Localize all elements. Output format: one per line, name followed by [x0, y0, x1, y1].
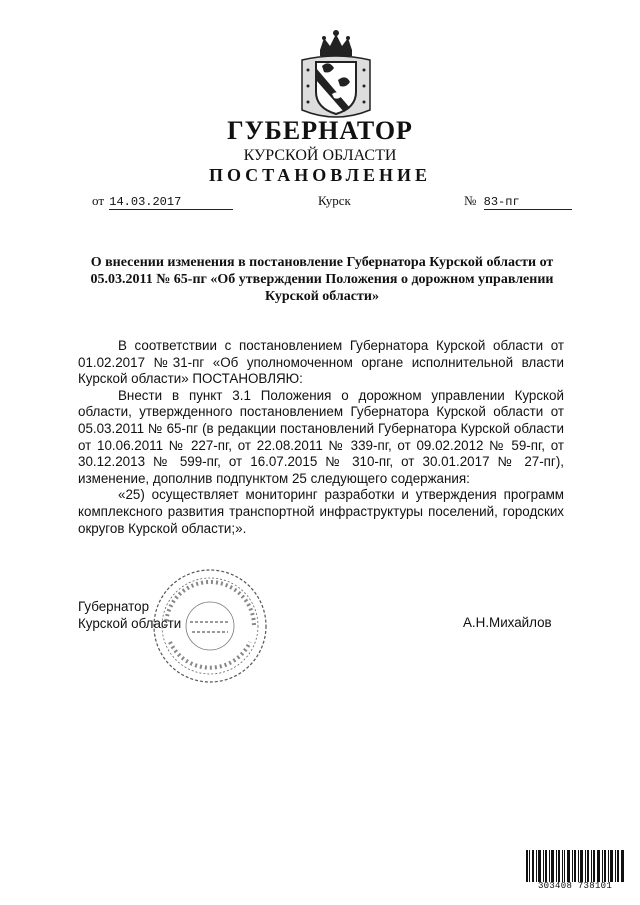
date-prefix: от	[92, 193, 105, 208]
signature-position-line-1: Губернатор	[78, 599, 150, 614]
body-paragraph-3: «25) осуществляет мониторинг разработки и утверждения программ комплексного развития транспортной инфраструктуры поселений, городских округов Курской области;».	[78, 487, 564, 536]
date-value: 14.03.2017	[109, 195, 233, 210]
document-subject: О внесении изменения в постановление Губернатора Курской области от 05.03.2011 № 65-пг «Об утверждении Положения о дорожном управлении Курской области»	[90, 255, 554, 304]
body-paragraph-2: Внести в пункт 3.1 Положения о дорожном управлении Курской области, утвержденного постановлением Губернатора Курской области от 05.03.2011 № 65-пг (в редакции постановлений Губернатора Курской области от 10.06.2011 № 227-пг, от 22.08.2011 № 339-пг, от 09.02.2012 № 59-пг, от 30.12.2013 № 599-пг, от 16.07.2015 № 310-пг, от 30.01.2017 № 27-пг), изменение, дополнив подпунктом 25 следующего содержания:	[78, 387, 564, 486]
document-type: ПОСТАНОВЛЕНИЕ	[208, 165, 432, 185]
barcode-number: 303408 738101	[537, 881, 613, 891]
signature-position-line-2: Курской области	[78, 616, 182, 631]
barcode-icon	[526, 850, 624, 884]
body-paragraph-1: В соответствии с постановлением Губернатора Курской области от 01.02.2017 №31-пг «Об уполномоченном органе исполнительной власти Курской области» ПОСТАНОВЛЯЮ:	[78, 338, 564, 387]
number-field	[464, 193, 572, 210]
date-field	[92, 193, 233, 210]
number-value: 83-пг	[484, 195, 572, 210]
region-name: КУРСКОЙ ОБЛАСТИ	[243, 147, 397, 164]
document-title: ГУБЕРНАТОР	[227, 116, 413, 145]
city: Курск	[318, 193, 351, 208]
signature-position	[78, 598, 181, 632]
document-body	[78, 338, 564, 537]
number-prefix: №	[464, 193, 477, 208]
coat-of-arms-icon	[296, 30, 376, 124]
signatory-name: А.Н.Михайлов	[463, 615, 552, 630]
